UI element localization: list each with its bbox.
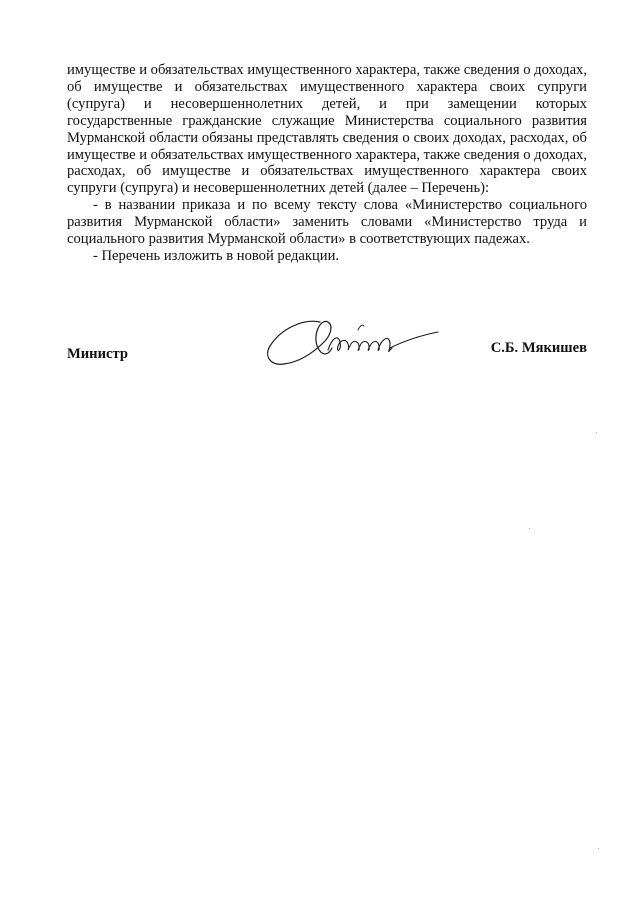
scan-speck (598, 848, 599, 849)
scan-speck (529, 528, 530, 529)
paragraph-rename-instruction: - в названии приказа и по всему тексту слова «Министерство социального развития Мурманской области» заменить словами «Министерство труда и социального развития Мурманской области» в соответствующих падежах. (67, 197, 587, 248)
handwritten-signature (262, 312, 442, 372)
signer-name: С.Б. Мякишев (490, 340, 587, 356)
scan-speck (596, 432, 597, 433)
paragraph-list-instruction: - Перечень изложить в новой редакции. (93, 247, 340, 264)
position-label: Министр (67, 346, 128, 362)
paragraph-continuation: имуществе и обязательствах имущественного характера, также сведения о доходах, об имуществе и обязательствах имущественного характера своих супруги (супруга) и несовершеннолетних детей, и при замещении которых государственные гражданские служащие Министерства социального развития Мурманской области обязаны представлять сведения о своих доходах, расходах, об имуществе и обязательствах имущественного характера, также сведения о доходах, расходах, об имуществе и обязательствах имущественного характера своих супруги (супруга) и несовершеннолетних детей (далее – Перечень): (67, 62, 587, 197)
document-body (67, 62, 587, 265)
